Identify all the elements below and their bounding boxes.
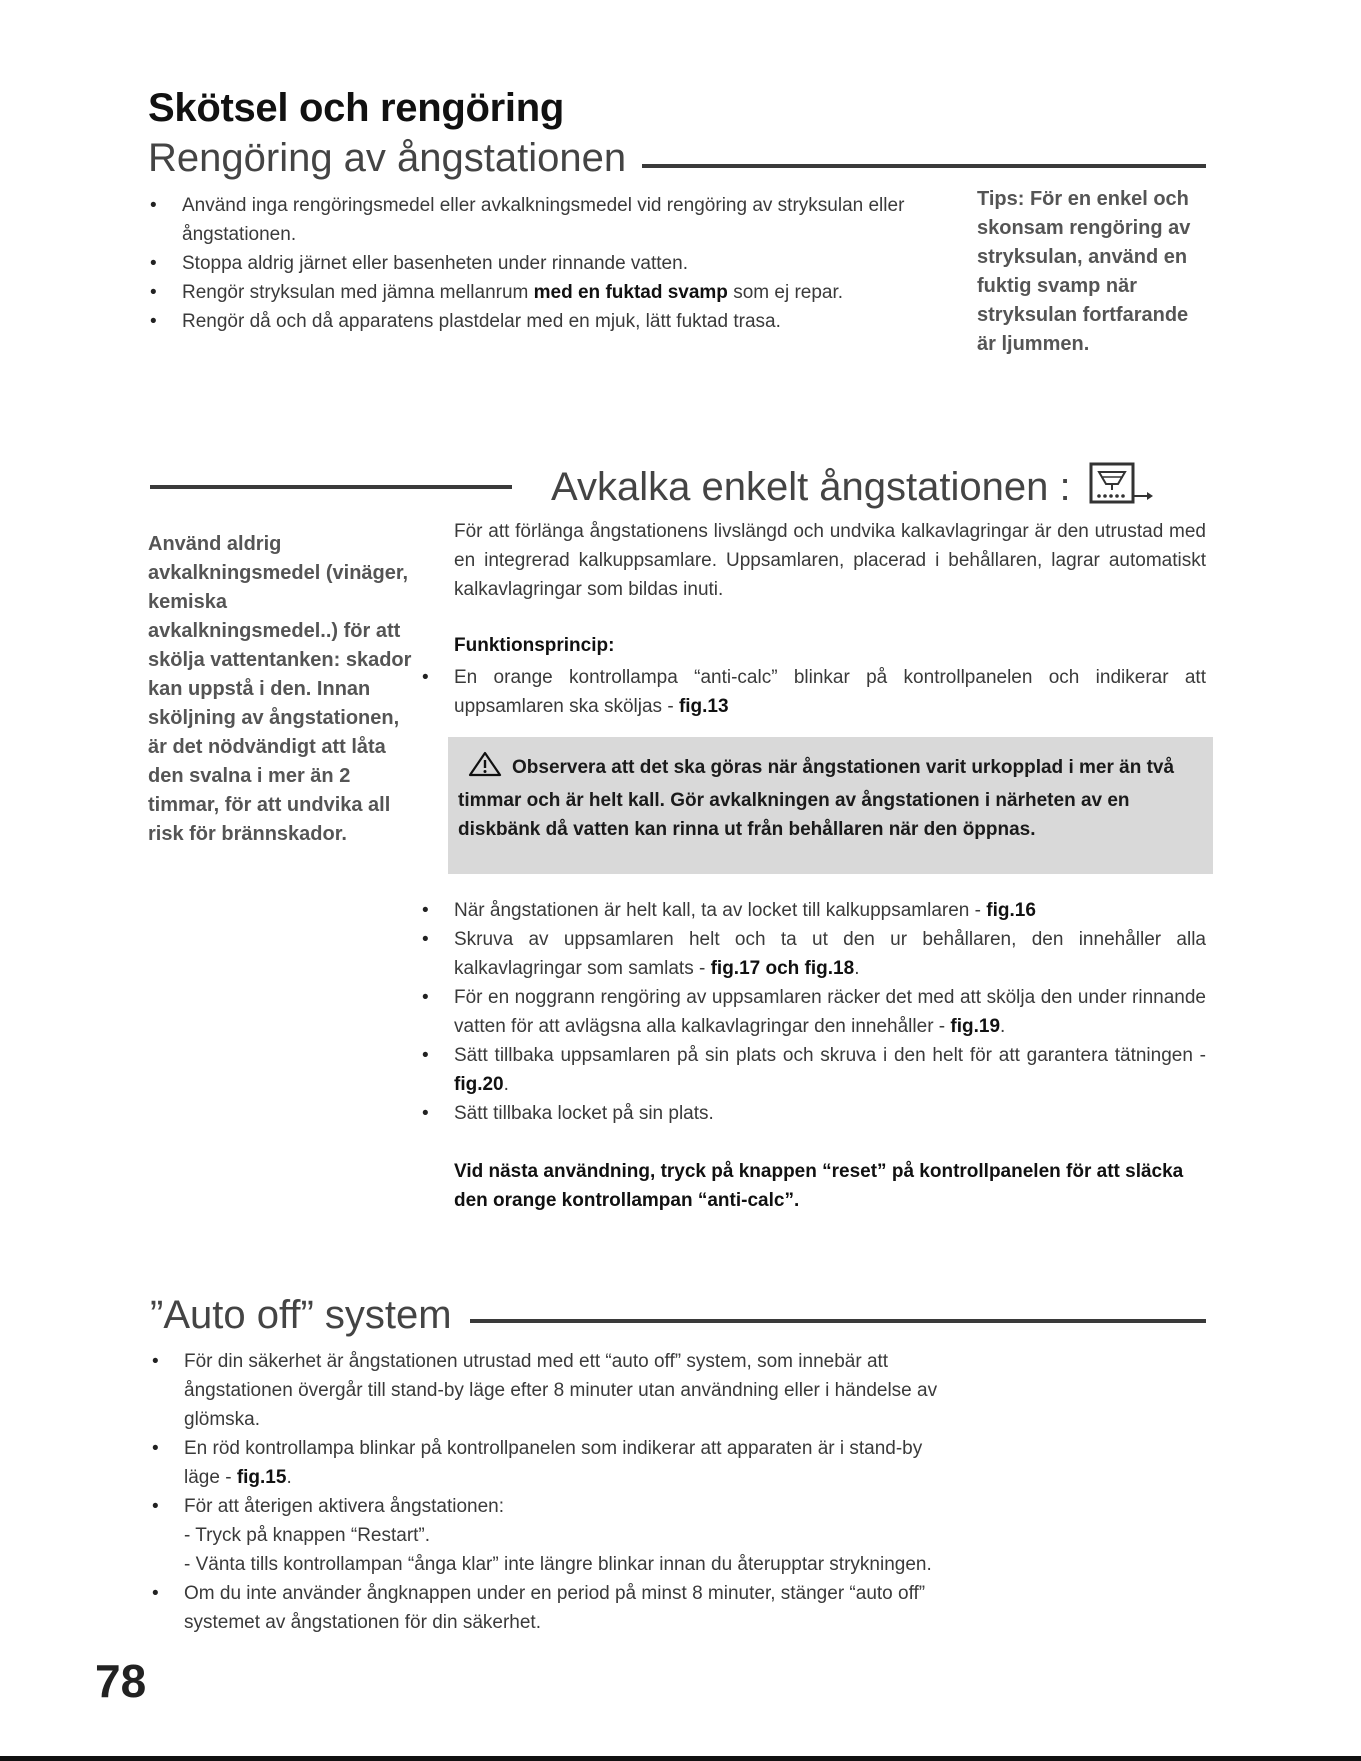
descaling-section-header <box>551 458 1211 517</box>
cleaning-section-header <box>148 136 1206 181</box>
list-item: • Sätt tillbaka locket på sin plats. <box>422 1099 1206 1128</box>
descaling-heading: Avkalka enkelt ångstationen : <box>551 465 1071 509</box>
list-item: • Rengör stryksulan med jämna mellanrum med en fuktad svamp som ej repar. <box>150 278 950 307</box>
list-item: • För din säkerhet är ångstationen utrustad med ett “auto off” system, som innebär att ångstationen övergår till stand-by läge efter 8 minuter utan användning eller i händelse av glömska. <box>152 1347 942 1434</box>
list-item: • Skruva av uppsamlaren helt och ta ut den ur behållaren, den innehåller alla kalkavlagringar som samlats - fig.17 och fig.18. <box>422 925 1206 983</box>
warning-icon <box>468 751 502 786</box>
principle-title: Funktionsprincip: <box>454 635 615 656</box>
page-title: Skötsel och rengöring <box>148 86 564 130</box>
cleaning-heading-rule <box>642 164 1206 168</box>
warning-box <box>448 737 1213 874</box>
autooff-heading: ”Auto off” system <box>150 1293 452 1337</box>
warning-text: Observera att det ska göras när ångstationen varit urkopplad i mer än två timmar och är helt kall. Gör avkalkningen av ångstationen i närheten av en diskbänk då vatten kan rinna ut från behållaren när den öppnas. <box>458 757 1175 840</box>
cleaning-list <box>150 191 950 336</box>
list-item: • Sätt tillbaka uppsamlaren på sin plats och skruva i den helt för att garantera tätningen - fig.20. <box>422 1041 1206 1099</box>
list-item: • För att återigen aktivera ångstationen: - Tryck på knappen “Restart”. - Vänta tills kontrollampan “ånga klar” inte längre blinkar innan du återupptar strykningen. <box>152 1492 942 1579</box>
descaling-intro: För att förlänga ångstationens livslängd och undvika kalkavlagringar är den utrustad med en integrerad kalkuppsamlare. Uppsamlaren, placerad i behållaren, lagrar automatiskt kalkavlagringar som bildas inuti. <box>454 521 1206 600</box>
list-item: • Stoppa aldrig järnet eller basenheten under rinnande vatten. <box>150 249 950 278</box>
bottom-bar <box>0 1756 1361 1761</box>
list-item: • En orange kontrollampa “anti-calc” blinkar på kontrollpanelen och indikerar att uppsamlaren ska sköljas - fig.13 <box>422 663 1206 721</box>
autooff-heading-rule <box>470 1319 1206 1323</box>
list-item: • När ångstationen är helt kall, ta av locket till kalkuppsamlaren - fig.16 <box>422 896 1206 925</box>
autooff-list <box>152 1347 942 1637</box>
list-item: • Använd inga rengöringsmedel eller avkalkningsmedel vid rengöring av stryksulan eller ångstationen. <box>150 191 950 249</box>
principle-list <box>422 663 1206 721</box>
list-item: • Rengör då och då apparatens plastdelar med en mjuk, lätt fuktad trasa. <box>150 307 950 336</box>
cleaning-heading: Rengöring av ångstationen <box>148 136 627 180</box>
list-item: • Om du inte använder ångknappen under en period på minst 8 minuter, stänger “auto off” systemet av ångstationen för din säkerhet. <box>152 1579 942 1637</box>
descaling-left-rule <box>150 485 512 489</box>
descale-icon <box>1085 458 1155 517</box>
autooff-section-header <box>150 1293 1206 1338</box>
list-item: • För en noggrann rengöring av uppsamlaren räcker det med att skölja den under rinnande vatten för att avlägsna alla kalkavlagringar den innehåller - fig.19. <box>422 983 1206 1041</box>
tip-box: Tips: För en enkel och skonsam rengöring av stryksulan, använd en fuktig svamp när stryksulan fortfarande är ljummen. <box>977 188 1191 355</box>
descaling-side-note: Använd aldrig avkalkningsmedel (vinäger, kemiska avkalkningsmedel..) för att skölja vattentanken: skador kan uppstå i den. Innan sköljning av ångstationen, är det nödvändigt att låta den svalna i mer än 2 timmar, för att undvika all risk för brännskador. <box>148 533 412 845</box>
list-item: • En röd kontrollampa blinkar på kontrollpanelen som indikerar att apparaten är i stand-by läge - fig.15. <box>152 1434 942 1492</box>
descaling-final-note: Vid nästa användning, tryck på knappen “reset” på kontrollpanelen för att släcka den orange kontrollampan “anti-calc”. <box>454 1161 1184 1211</box>
descaling-steps <box>422 896 1206 1128</box>
page-number: 78 <box>95 1655 147 1707</box>
